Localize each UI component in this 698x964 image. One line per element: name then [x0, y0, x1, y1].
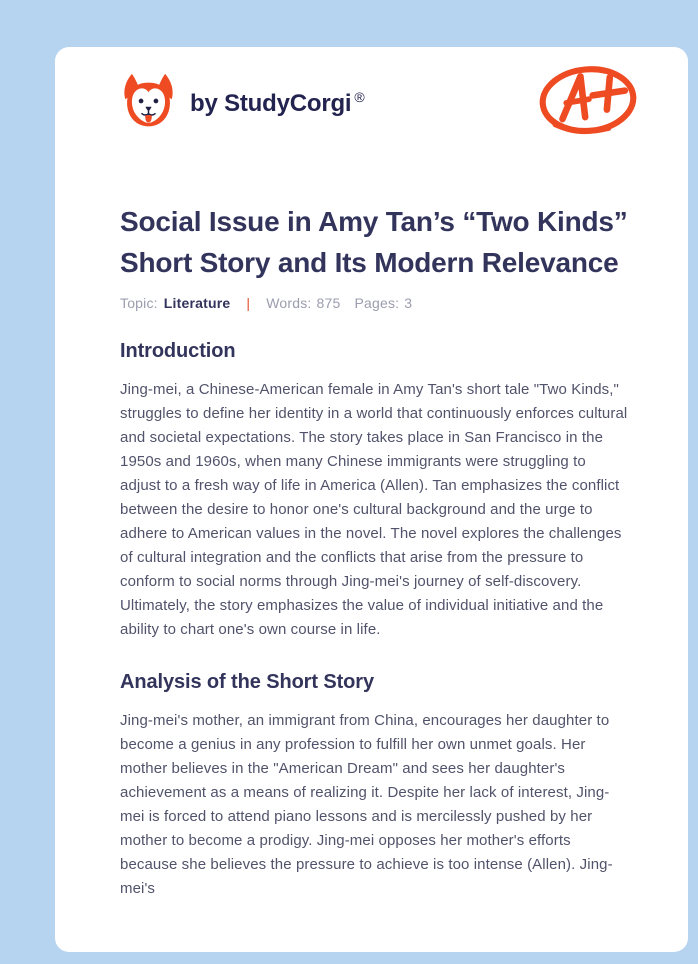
document-card	[55, 47, 688, 952]
section-body-analysis: Jing-mei's mother, an immigrant from China, encourages her daughter to become a genius in any profession to fulfill her own unmet goals. Her mother believes in the "American Dream" and sees her daughter's achievement as a means of realizing it. Despite her lack of interest, Jing-mei is forced to attend piano lessons and is mercilessly pushed by her mother to become a prodigy. Jing-mei opposes her mother's efforts because she believes the pressure to achieve is too intense (Allen). Jing-mei's	[120, 712, 613, 897]
meta-separator: |	[246, 295, 251, 311]
corgi-logo-icon	[120, 73, 177, 134]
topic-link[interactable]: Literature	[163, 295, 231, 311]
meta-row	[120, 295, 628, 311]
card-header	[120, 69, 628, 149]
brand	[120, 73, 365, 134]
brand-text: by StudyCorgi ®	[190, 88, 365, 117]
pages-value: 3	[404, 295, 413, 311]
words-value: 875	[316, 295, 341, 311]
words-label: Words:	[266, 295, 312, 311]
a-plus-grade-badge-icon	[536, 60, 640, 149]
registered-mark: ®	[354, 88, 365, 105]
section-heading-analysis: Analysis of the Short Story	[120, 671, 375, 693]
pages-label: Pages:	[354, 295, 400, 311]
topic-label: Topic:	[120, 295, 158, 311]
section-body-introduction: Jing-mei, a Chinese-American female in Amy Tan's short tale "Two Kinds," struggles to define her identity in a world that continuously enforces cultural and societal expectations. The story takes place in San Francisco in the 1950s and 1960s, when many Chinese immigrants were struggling to adjust to a fresh way of life in America (Allen). Tan emphasizes the conflict between the desire to honor one's cultural background and the urge to adhere to American values in the novel. The novel explores the challenges of cultural integration and the conflicts that arise from the pressure to conform to social norms through Jing-mei's journey of self-discovery. Ultimately, the story emphasizes the value of individual initiative and the ability to chart one's own course in life.	[120, 381, 628, 638]
section-heading-introduction: Introduction	[120, 340, 236, 362]
page-title: Social Issue in Amy Tan’s “Two Kinds” Short Story and Its Modern Relevance	[120, 206, 628, 278]
